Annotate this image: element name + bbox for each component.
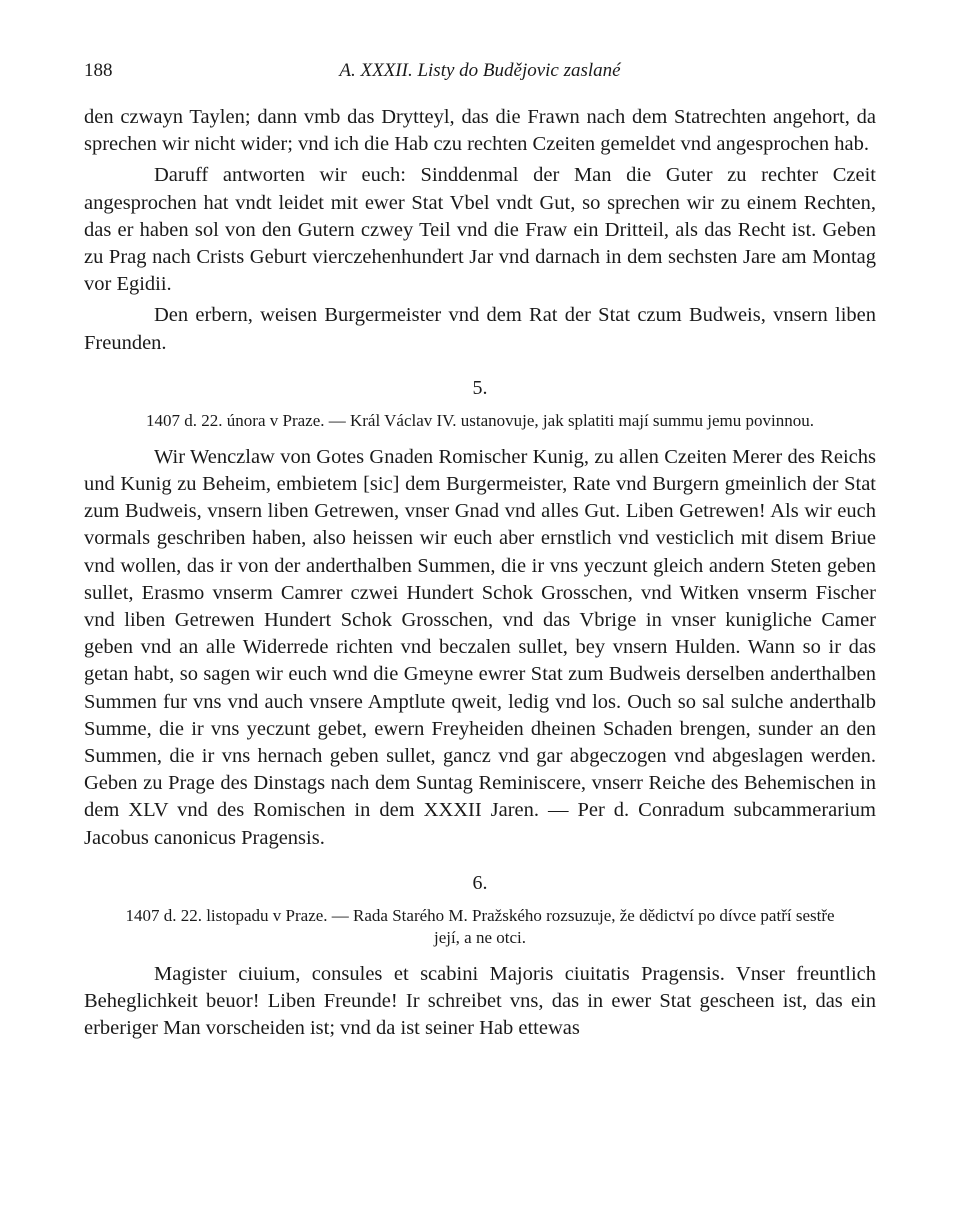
document-6-text: Magister ciuium, consules et scabini Majoris ciuitatis Pragensis. Vnser freuntlich Beheglichkeit beuor! Liben Freunde! Ir schreibet vns, das in ewer Stat gescheen ist, das ein erberiger Man vorscheiden ist; vnd da ist seiner Hab ettewas (84, 962, 876, 1040)
document-5-text: Wir Wenczlaw von Gotes Gnaden Romischer Kunig, zu allen Czeiten Merer des Reichs und Kunig zu Beheim, embietem [sic] dem Burgermeister, Rate vnd Burgern gmeinlich der Stat zum Budweis, vnsern liben Getrewen, vnser Gnad vnd alles Gut. Liben Getrewen! Als wir euch vormals geschriben haben, also heissen wir euch aber ernstlich vnd vesticlich mit disem Briue vnd wollen, das ir von der anderthalben Summen, die ir vns yeczunt gleich andern Steten geben sullet, Erasmo vnserm Camrer czwei Hundert Schok Grosschen, vnd Witken vnserm Fischer vnd liben Getrewen Hundert Schok Grosschen, vnd das Vbrige in vnser kunigliche Camer geben vnd an alle Widerrede richten vnd beczalen sullet, bey vnsern Hulden. Wann so ir das getan habt, so sagen wir euch wnd die Gmeyne ewrer Stat zum Budweis derselben anderthalben Summen fur vns vnd auch vnsere Amptlute qweit, ledig vnd los. Ouch so sal sulche anderthalb Summe, die ir vns yeczunt gebet, ewern Freyheiden dheinen Schaden brengen, sunder an den Summen, die ir vns hernach geben sullet, gancz vnd gar abgeczogen vnd abgeslagen werden. Geben zu Prage des Dinstags nach dem Suntag Reminiscere, vnserr Reiche des Behemischen in dem XLV vnd des Romischen in dem XXXII Jaren. — Per d. Conradum subcammerarium Jacobus canonicus Pragensis. (84, 445, 876, 849)
regest-6: 1407 d. 22. listopadu v Praze. — Rada Starého M. Pražského rozsuzuje, že dědictví po dívce patří sestře její, a ne otci. (125, 905, 835, 947)
page-header (84, 56, 876, 90)
regest-5: 1407 d. 22. února v Praze. — Král Václav IV. ustanovuje, jak splatiti mají summu jemu povinnou. (146, 410, 814, 430)
continuation-paragraph-1: den czwayn Taylen; dann vmb das Drytteyl, das die Frawn nach dem Statrechten angehort, da sprechen wir nicht wider; vnd ich die Hab czu rechten Czeiten gemeldet vnd angesprochen hab. (84, 106, 876, 156)
document-page (84, 56, 876, 1046)
document-6-body (84, 961, 876, 1043)
continuation-section (84, 104, 876, 357)
document-number-5: 5. (472, 376, 488, 399)
page-number: 188 (84, 60, 113, 81)
document-5-body (84, 444, 876, 852)
continuation-paragraph-2: Daruff antworten wir euch: Sinddenmal der Man die Guter zu rechter Czeit angesprochen hat vndt leidet mit ewer Stat Vbel vndt Gut, so sprechen wir zu einem Rechten, das er haben sol von den Gutern czwey Teil vnd die Fraw ein Dritteil, als das Recht ist. Geben zu Prag nach Crists Geburt vierczehenhundert Jar vnd darnach in dem sechsten Jare am Montag vor Egidii. (84, 164, 876, 296)
running-title: A. XXXII. Listy do Budějovic zaslané (339, 60, 621, 81)
document-number-6: 6. (472, 871, 488, 894)
address-paragraph: Den erbern, weisen Burgermeister vnd dem Rat der Stat czum Budweis, vnsern liben Freunden. (84, 304, 876, 354)
